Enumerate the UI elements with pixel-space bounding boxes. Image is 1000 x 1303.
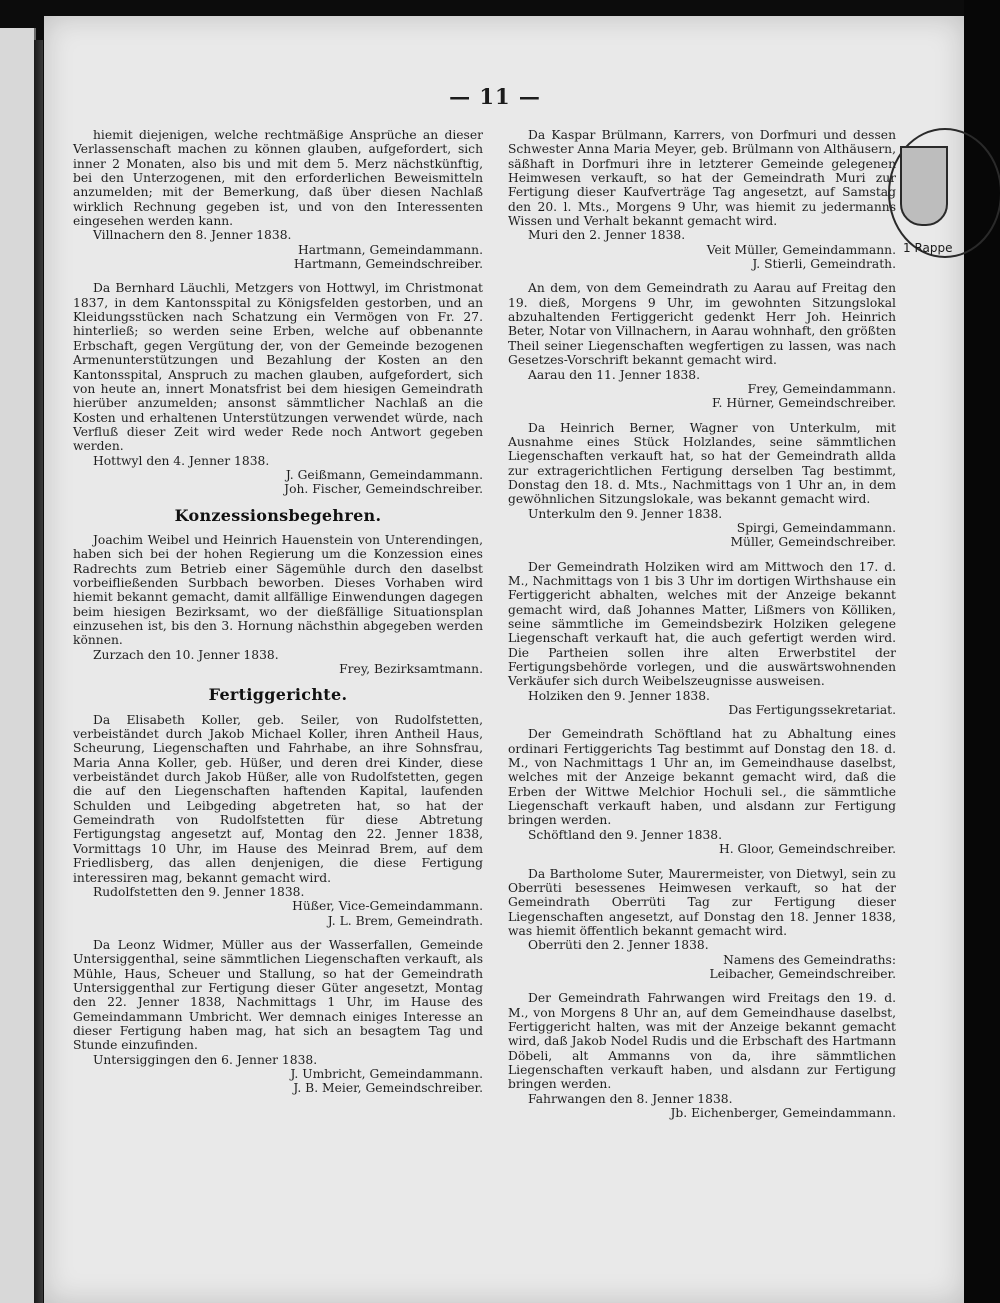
- notice-text: Der Gemeindrath Fahrwangen wird Freitags den 19. d. M., von Morgens 8 Uhr an, auf dem Gemeindhause daselbst, Fertiggericht halten, was mit der Anzeige bekannt gemacht wird, daß Jakob Nodel Rudis und die Erbschaft des Hartmann Döbeli, alt Ammanns von da, ihre sämmtlichen Liegenschaften verkauft haben, und alsdann zur Fertigung bringen werden.: [508, 991, 896, 1092]
- notice-text: Da Bartholome Suter, Maurermeister, von Dietwyl, sein zu Oberrüti besessenes Heimwesen verkauft, so hat der Gemeindrath Oberrüti Tag zur Fertigung dieser Liegenschaften angesetzt, auf Donstag den 18. Jenner 1838, was hiemit öffentlich bekannt gemacht wird.: [508, 866, 896, 938]
- notice-signature: J. B. Meier, Gemeindschreiber.: [293, 1081, 483, 1096]
- notice-signature: J. Umbricht, Gemeindammann.: [290, 1066, 483, 1081]
- notice-signature: Müller, Gemeindschreiber.: [730, 535, 896, 550]
- notice-dateline: Aarau den 11. Jenner 1838.: [528, 367, 701, 382]
- notice-signature: Das Fertigungssekretariat.: [728, 703, 896, 718]
- notice-signature: J. Geißmann, Gemeindammann.: [285, 467, 483, 482]
- notice-entry: [508, 727, 896, 856]
- notice-entry: [73, 128, 483, 271]
- notice-text: hiemit diejenigen, welche rechtmäßige Ansprüche an dieser Verlassenschaft machen zu können glauben, aufgefordert, sich inner 2 Monaten, also bis und mit dem 5. Merz nächstkünftig, bei den Unterzogenen, mit den erforderlichen Beweismitteln anzumelden; mit der Bemerkung, daß über diesen Nachlaß wirklich Rechnung gegeben ist, und von den Interessenten eingesehen werden kann.: [73, 128, 483, 229]
- notice-entry: [73, 938, 483, 1096]
- notice-dateline: Rudolfstetten den 9. Jenner 1838.: [93, 884, 305, 899]
- notice-signature: H. Gloor, Gemeindschreiber.: [718, 842, 896, 857]
- notice-signature: Joh. Fischer, Gemeindschreiber.: [284, 482, 483, 497]
- notice-signature: Hüßer, Vice-Gemeindammann.: [292, 899, 483, 914]
- notice-dateline: Villnachern den 8. Jenner 1838.: [93, 228, 292, 243]
- notice-signature: Namens des Gemeindraths:: [723, 952, 896, 967]
- notice-entry: [73, 713, 483, 928]
- notice-entry: [508, 560, 896, 718]
- notice-text: Da Bernhard Läuchli, Metzgers von Hottwyl, im Christmonat 1837, in dem Kantonsspital zu Königsfelden gestorben, und an Kleidungsstücken nach Schatzung ein Vermögen von Fr. 27. hinterließ; so werden seine Erben, welche auf obbenannte Erbschaft, gegen Vergütung der, von der Gemeinde bezogenen Armenunterstützungen und Bezahlung der Kosten an den Kantonsspital, Anspruch zu machen glauben, aufgefordert, sich von heute an, innert Monatsfrist bei dem hiesigen Gemeindrath hierüber anzumelden; ansonst sämmtlicher Nachlaß an die Kosten und erhaltenen Unterstützungen verwendet würde, nach Verfluß dieser Zeit wird weder Rede noch Antwort gegeben werden.: [73, 281, 483, 454]
- notice-entry: [508, 421, 896, 550]
- notice-dateline: Oberrüti den 2. Jenner 1838.: [528, 938, 709, 953]
- section-heading: Konzessionsbegehren.: [174, 505, 382, 525]
- notice-text: Der Gemeindrath Holziken wird am Mittwoch den 17. d. M., Nachmittags von 1 bis 3 Uhr im dortigen Wirthshause ein Fertiggericht abhalten, welches mit der Anzeige bekannt gemacht wird, daß Johannes Matter, Lißmers von Kölliken, seine sämmtliche im Gemeindsbezirk Holziken gelegene Liegenschaft verkauft hat, die auch gefertigt werden wird. Die Partheien sollen ihre alten Erwerbstitel der Fertigungsbehörde vorlegen, und die auswärtswohnenden Verkäufer sich durch Weibelszeugnisse ausweisen.: [508, 559, 896, 689]
- stamp-text: 1 Rappe: [903, 241, 953, 255]
- notice-text: Joachim Weibel und Heinrich Hauenstein von Unterendingen, haben sich bei der hohen Regierung um die Konzession eines Radrechts zum Betrieb einer Sägemühle durch den daselbst vorbeifließenden Surbbach beworben. Dieses Vorhaben wird hiemit bekannt gemacht, damit allfällige Einwendungen dagegen beim hiesigen Bezirksamt, wo der dießfällige Situationsplan einzusehen ist, bis den 3. Hornung nächsthin abgegeben werden können.: [73, 532, 483, 648]
- notice-entry: [508, 281, 896, 410]
- notice-text: An dem, von dem Gemeindrath zu Aarau auf Freitag den 19. dieß, Morgens 9 Uhr, im gewohnten Sitzungslokal abzuhaltenden Fertiggericht gedenkt Herr Joh. Heinrich Beter, Notar von Villnachern, in Aarau wohnhaft, den größten Theil seiner Liegenschaften wegfertigen zu lassen, was nach Gesetzes-Vorschrift bekannt gemacht wird.: [508, 281, 896, 368]
- notice-dateline: Muri den 2. Jenner 1838.: [528, 228, 686, 243]
- notice-entry: [508, 867, 896, 982]
- notice-text: Da Leonz Widmer, Müller aus der Wasserfallen, Gemeinde Untersiggenthal, seine sämmtlichen Liegenschaften verkauft, als Mühle, Haus, Scheuer und Stallung, so hat der Gemeindrath Untersiggenthal zur Fertigung dieser Güter angesetzt, Montag den 22. Jenner 1838, Nachmittags 1 Uhr, im Hause des Gemeindammann Umbricht. Wer demnach einiges Interesse an dieser Fertigung haben mag, hat sich an besagtem Tag und Stunde einzufinden.: [73, 937, 483, 1053]
- notice-text: Da Heinrich Berner, Wagner von Unterkulm, mit Ausnahme eines Stück Holzlandes, seine sämmtlichen Liegenschaften verkauft hat, so hat der Gemeindrath allda zur extragerichtlichen Fertigung derselben Tag bestimmt, Donstag den 18. d. Mts., Nachmittags von 1 Uhr an, in dem gewöhnlichen Sitzungslokale, was bekannt gemacht wird.: [508, 420, 896, 507]
- notice-signature: Veit Müller, Gemeindammann.: [706, 242, 896, 257]
- notice-signature: Jb. Eichenberger, Gemeindammann.: [670, 1106, 896, 1120]
- notice-dateline: Zurzach den 10. Jenner 1838.: [93, 647, 279, 662]
- notice-entry: [508, 991, 896, 1120]
- notice-signature: Hartmann, Gemeindschreiber.: [293, 257, 483, 272]
- binding-shadow: [34, 40, 43, 1303]
- right-column: [508, 128, 896, 1130]
- notice-entry: [73, 533, 483, 676]
- notice-dateline: Hottwyl den 4. Jenner 1838.: [93, 453, 270, 468]
- notice-text: Da Elisabeth Koller, geb. Seiler, von Rudolfstetten, verbeiständet durch Jakob Michael Koller, ihren Antheil Haus, Scheurung, Liegenschaften und Fahrhabe, an ihre Sohnsfrau, Maria Anna Koller, geb. Hüßer, und deren drei Kinder, diese verbeiständet durch Jakob Hüßer, alle von Rudolfstetten, gegen die auf den Liegenschaften haftenden Kapital, laufenden Schulden und Leibgeding abgetreten hat, so hat der Gemeindrath von Rudolfstetten für diese Abtretung Fertigungstag angesetzt auf, Montag den 22. Jenner 1838, Vormittags 10 Uhr, im Hause des Meinrad Brem, auf dem Friedlisberg, das allen denjenigen, die diese Fertigung interessiren mag, bekannt gemacht wird.: [73, 712, 483, 885]
- notice-entry: [508, 128, 896, 271]
- notice-signature: Frey, Bezirksamtmann.: [339, 662, 483, 677]
- page-number: — 11 —: [449, 84, 541, 109]
- notice-text: Da Kaspar Brülmann, Karrers, von Dorfmuri und dessen Schwester Anna Maria Meyer, geb. Brülmann von Althäusern, säßhaft in Dorfmuri ihre in letzterer Gemeinde gelegenen Heimwesen verkauft, so hat der Gemeindrath Muri zur Fertigung dieser Kaufverträge Tag angesetzt, auf Samstag den 20. l. Mts., Morgens 9 Uhr, was hiemit zu jedermanns Wissen und Verhalt bekannt gemacht wird.: [508, 128, 896, 229]
- notice-dateline: Untersiggingen den 6. Jenner 1838.: [93, 1052, 318, 1067]
- notice-signature: F. Hürner, Gemeindschreiber.: [711, 396, 896, 411]
- notice-signature: J. L. Brem, Gemeindrath.: [327, 913, 483, 928]
- adjacent-page-edge: [0, 28, 36, 1303]
- notice-text: Der Gemeindrath Schöftland hat zu Abhaltung eines ordinari Fertiggerichts Tag bestimmt auf Donstag den 18. d. M., von Nachmittags 1 Uhr an, im Gemeindhause daselbst, welches mit der Anzeige bekannt gemacht wird, daß die Erben der Wittwe Melchior Hochuli sel., die sämmtliche Liegenschaft verkauft haben, und alsdann zur Fertigung bringen werden.: [508, 727, 896, 828]
- notice-signature: Frey, Gemeindammann.: [747, 381, 896, 396]
- notice-entry: [73, 281, 483, 496]
- left-column: [73, 128, 483, 1106]
- notice-signature: Hartmann, Gemeindammann.: [297, 242, 483, 257]
- notice-dateline: Unterkulm den 9. Jenner 1838.: [528, 506, 723, 521]
- notice-signature: Spirgi, Gemeindammann.: [736, 520, 896, 535]
- notice-signature: J. Stierli, Gemeindrath.: [752, 257, 896, 272]
- stamp-crest-icon: [900, 146, 948, 226]
- notice-dateline: Holziken den 9. Jenner 1838.: [528, 688, 710, 703]
- notice-signature: Leibacher, Gemeindschreiber.: [709, 966, 896, 981]
- notice-dateline: Fahrwangen den 8. Jenner 1838.: [528, 1091, 733, 1106]
- section-heading: Fertiggerichte.: [208, 685, 348, 705]
- notice-dateline: Schöftland den 9. Jenner 1838.: [528, 827, 723, 842]
